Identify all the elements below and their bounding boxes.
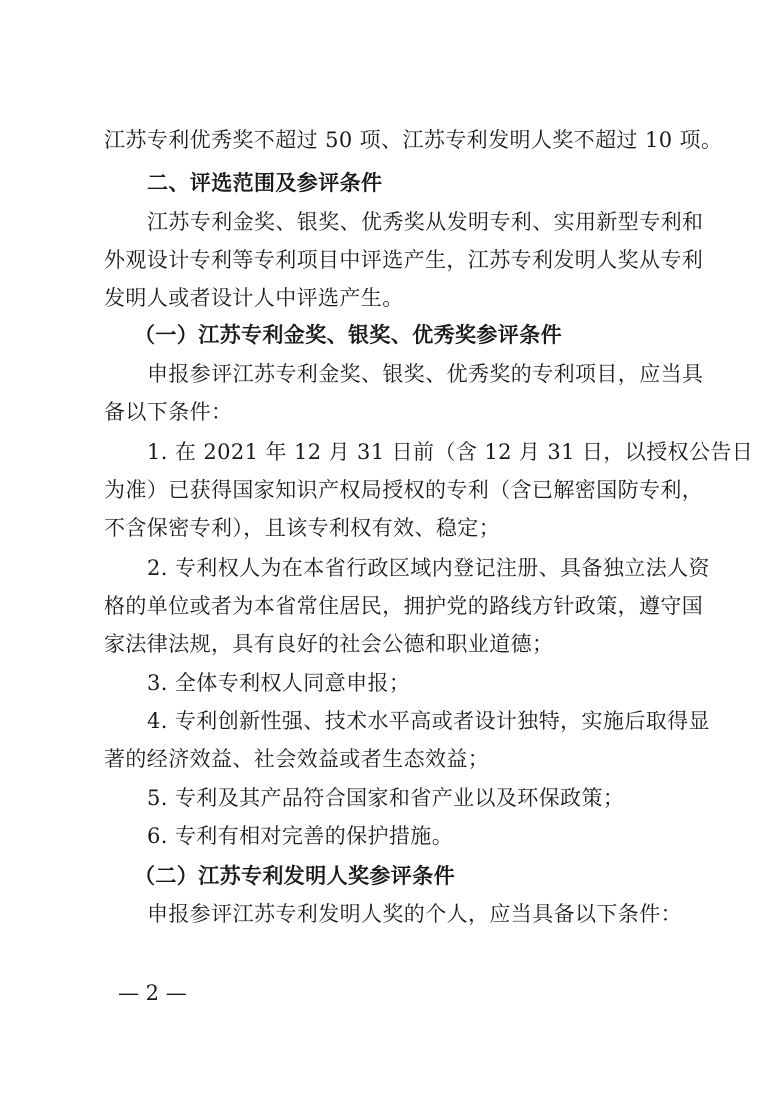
paragraph-line: 发明人或者设计人中评选产生。 (104, 286, 404, 310)
paragraph-line: 申报参评江苏专利发明人奖的个人，应当具备以下条件： (147, 902, 682, 926)
list-item-line: 2. 专利权人为在本省行政区域内登记注册、具备独立法人资 (147, 556, 710, 580)
paragraph-line: 申报参评江苏专利金奖、银奖、优秀奖的专利项目，应当具 (147, 362, 704, 386)
paragraph-line: 江苏专利金奖、银奖、优秀奖从发明专利、实用新型专利和 (147, 210, 704, 234)
list-item-line: 为准）已获得国家知识产权局授权的专利（含已解密国防专利， (104, 478, 704, 502)
list-item-line: 3. 全体专利权人同意申报； (147, 671, 411, 695)
list-item-line: 著的经济效益、社会效益或者生态效益； (104, 747, 490, 771)
section-heading: 二、评选范围及参评条件 (147, 171, 383, 195)
subsection-heading: （一）江苏专利金奖、银奖、优秀奖参评条件 (134, 322, 562, 347)
subsection-heading: （二）江苏专利发明人奖参评条件 (134, 863, 455, 888)
list-item-line: 5. 专利及其产品符合国家和省产业以及环保政策； (147, 786, 625, 810)
list-item-line: 6. 专利有相对完善的保护措施。 (147, 824, 454, 848)
list-item-line: 1. 在 2021 年 12 月 31 日前（含 12 月 31 日，以授权公告日 (147, 440, 754, 464)
paragraph-line: 外观设计专利等专利项目中评选产生，江苏专利发明人奖从专利 (104, 248, 704, 272)
list-item-line: 格的单位或者为本省常住居民，拥护党的路线方针政策，遵守国 (104, 594, 704, 618)
text-line: 江苏专利优秀奖不超过 50 项、江苏专利发明人奖不超过 10 项。 (104, 128, 723, 152)
list-item-line: 4. 专利创新性强、技术水平高或者设计独特，实施后取得显 (147, 709, 710, 733)
page-number: — 2 — (118, 981, 187, 1005)
list-item-line: 家法律法规，具有良好的社会公德和职业道德； (104, 632, 554, 656)
paragraph-line: 备以下条件： (104, 400, 233, 424)
list-item-line: 不含保密专利），且该专利权有效、稳定； (104, 516, 501, 540)
